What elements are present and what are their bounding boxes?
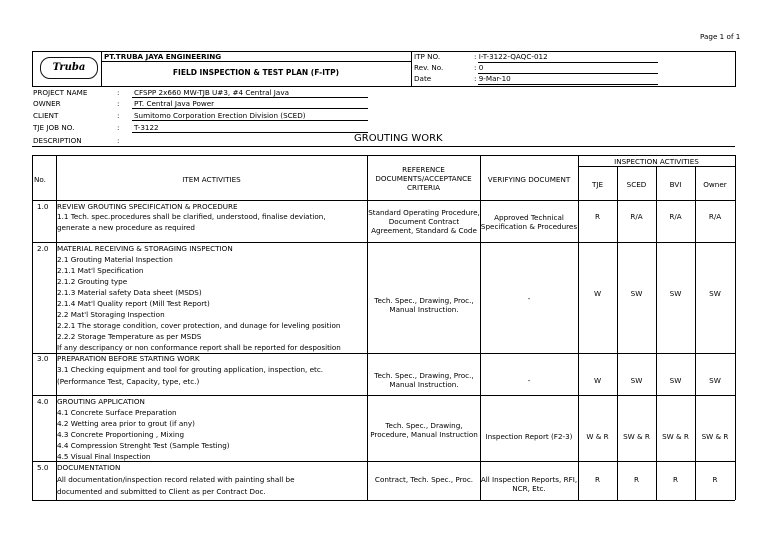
rev-no-label: Rev. No. [414,63,444,72]
activity-line: 1.1 Tech. spec.procedures shall be clarified, understood, finalise deviation, [57,212,326,221]
table-bottom-border [32,500,735,501]
activity-line: 2.1.3 Material safety Data sheet (MSDS) [57,288,202,297]
description-value: GROUTING WORK [354,133,443,144]
table-top-border [32,155,735,156]
date-underline [478,84,658,85]
row-number: 3.0 [37,354,49,363]
header-verifying: VERIFYING DOCUMENT [487,175,571,184]
col-divider-item [367,155,368,500]
activity-line: 2.1.1 Mat'l Specification [57,266,144,275]
verifying-cell: - [527,294,531,303]
tje-cell: R [595,212,600,221]
client-underline [132,120,368,121]
date-label: Date [414,74,432,83]
itp-no-value: : I-T-3122-QAQC-012 [474,52,548,61]
activity-line: 4.5 Visual Final Inspection [57,452,151,461]
activity-line: (Performance Test, Capacity, type, etc.) [57,377,200,386]
header-bottom-border [32,86,735,87]
activity-line: GROUTING APPLICATION [57,397,145,406]
row-divider [32,395,735,396]
owner-label: OWNER [33,99,61,108]
header-reference: REFERENCE DOCUMENTS/ACCEPTANCE CRITERIA [375,165,472,192]
activity-line: PREPARATION BEFORE STARTING WORK [57,354,200,363]
activity-line: 4.1 Concrete Surface Preparation [57,408,177,417]
form-title: FIELD INSPECTION & TEST PLAN (F-ITP) [172,68,340,77]
header-tje: TJE [591,180,604,189]
activity-line: 2.2 Mat'l Storaging Inspection [57,310,165,319]
job-no-value: T-3122 [134,123,159,132]
sced-cell: R [634,475,639,484]
col-divider-reference [480,155,481,500]
rev-underline [478,73,658,74]
date-value: : 9-Mar-10 [474,74,511,83]
row-number: 1.0 [37,202,49,211]
header-left-border [32,51,33,87]
activity-line: MATERIAL RECEIVING & STORAGING INSPECTION [57,244,233,253]
job-no-underline [132,132,368,133]
rev-no-value: : 0 [474,63,484,72]
client-value: Sumitomo Corporation Erection Division (SCED) [134,111,306,120]
project-name-value: CFSPP 2x660 MW-TJB U#3, #4 Central Java [134,88,289,97]
header-right-border [735,51,736,87]
itp-no-underline [478,62,658,63]
reference-cell: Tech. Spec., Drawing, Procedure, Manual Instruction [370,421,478,439]
owner-underline [132,108,368,109]
verifying-cell: Approved Technical Specification & Procedures [480,213,578,231]
tje-cell: W [593,376,602,385]
tje-cell: W & R [586,432,609,441]
row-divider [32,242,735,243]
tje-cell: R [595,475,600,484]
table-right-border [735,155,736,500]
description-label: DESCRIPTION [33,136,82,145]
bvi-cell: SW & R [662,432,689,441]
verifying-cell: - [527,376,531,385]
activity-line: 3.1 Checking equipment and tool for grouting application, inspection, etc. [57,365,324,374]
company-name: PT.TRUBA JAYA ENGINEERING [104,52,222,61]
table-header-bottom [32,200,735,201]
tje-cell: W [593,289,602,298]
sced-cell: SW [630,376,643,385]
sced-cell: SW [630,289,643,298]
itp-no-label: ITP NO. [414,52,441,61]
activity-line: 2.1.2 Grouting type [57,277,128,286]
bvi-cell: SW [669,289,682,298]
description-underline [32,146,735,147]
owner-cell: R [712,475,718,484]
colon: : [117,111,120,120]
colon: : [117,123,120,132]
owner-cell: SW [709,376,721,385]
row-number: 4.0 [37,397,49,406]
client-label: CLIENT [33,111,59,120]
header-sced: SCED [626,180,647,189]
col-divider-verifying [578,155,579,500]
job-no-label: TJE JOB NO. [33,123,75,132]
reference-cell: Contract, Tech. Spec., Proc. [374,475,474,484]
activity-line: 4.2 Wetting area prior to grout (if any) [57,419,195,428]
header-item-activities: ITEM ACTIVITIES [182,175,241,184]
colon: : [117,99,120,108]
verifying-cell: All Inspection Reports, RFI, NCR, Etc. [480,475,578,493]
page-number: Page 1 of 1 [700,32,741,41]
bvi-cell: SW [669,376,682,385]
header-owner: Owner [703,180,727,189]
activity-line: 2.2.1 The storage condition, cover protection, and dunage for leveling position [57,321,341,330]
colon: : [117,136,120,145]
sced-cell: SW & R [623,432,650,441]
activity-line: All documentation/inspection record related with painting shall be [57,475,295,484]
activity-line: If any descripancy or non conformance report shall be reported for desposition [57,343,341,352]
activity-line: 2.1.4 Mat'l Quality report (Mill Test Report) [57,299,210,308]
sced-cell: R/A [630,212,643,221]
activity-line: 4.3 Concrete Proportioning , Mixing [57,430,185,439]
reference-cell: Standard Operating Procedure, Document Contract Agreement, Standard & Code [368,208,480,235]
reference-cell: Tech. Spec., Drawing, Proc., Manual Instruction. [374,371,474,389]
table-left-border [32,155,33,500]
project-name-underline [132,97,368,98]
row-divider [32,461,735,462]
activity-line: 2.2.2 Storage Temperature as per MSDS [57,332,202,341]
activity-line: documented and submitted to Client as per Contract Doc. [57,487,266,496]
reference-cell: Tech. Spec., Drawing, Proc., Manual Instruction. [374,296,474,314]
company-logo: Truba [40,57,98,79]
activity-line: DOCUMENTATION [57,463,121,472]
header-itp-divider [411,51,412,87]
colon: : [117,88,120,97]
activity-line: 4.4 Compression Strenght Test (Sample Testing) [57,441,230,450]
project-name-label: PROJECT NAME [33,88,88,97]
activity-line: 2.1 Grouting Material Inspection [57,255,173,264]
row-number: 5.0 [37,463,49,472]
header-no: No. [34,175,46,184]
header-bvi: BVI [669,180,682,189]
header-inspection-activities: INSPECTION ACTIVITIES [614,157,699,166]
row-number: 2.0 [37,244,49,253]
bvi-cell: R/A [669,212,682,221]
verifying-cell: Inspection Report (F2-3) [485,432,573,441]
owner-cell: SW & R [701,432,729,441]
owner-value: PT. Central Java Power [134,99,215,108]
bvi-cell: R [673,475,678,484]
activity-line: generate a new procedure as required [57,223,195,232]
owner-cell: R/A [708,212,722,221]
owner-cell: SW [709,289,721,298]
company-divider [101,61,411,62]
activity-line: REVIEW GROUTING SPECIFICATION & PROCEDURE [57,202,238,211]
